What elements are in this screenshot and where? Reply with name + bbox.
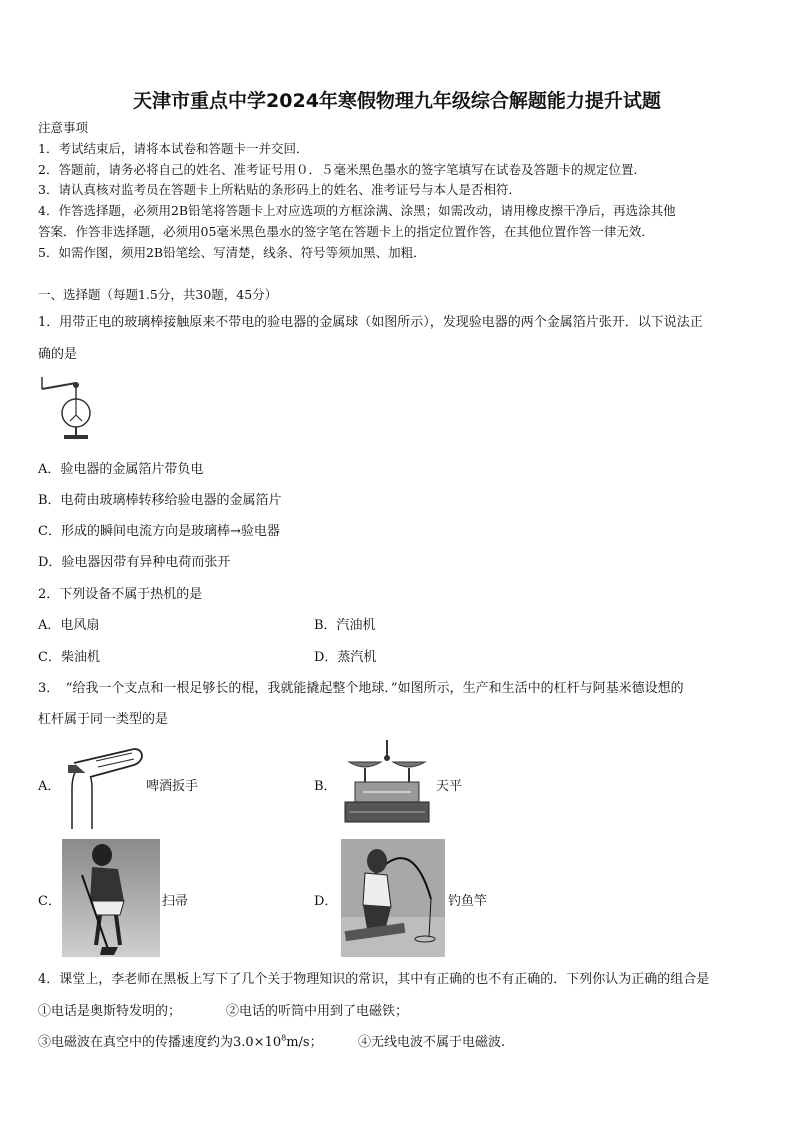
option-b-label: 天平 bbox=[436, 779, 463, 794]
option-d-label: 钓鱼竿 bbox=[448, 894, 488, 909]
fishing-rod-figure bbox=[341, 839, 445, 957]
option-c-letter: C． bbox=[38, 894, 61, 909]
electroscope-figure bbox=[38, 375, 94, 443]
question-2-stem: 2．下列设备不属于热机的是 bbox=[38, 587, 203, 602]
bottle-opener-figure bbox=[60, 743, 144, 829]
statement-2: ②电话的听筒中用到了电磁铁； bbox=[226, 1004, 409, 1019]
balance-figure bbox=[341, 738, 433, 828]
notice-item: 2．答题前，请务必将自己的姓名、准考证号用０．５毫米黑色墨水的签字笔填写在试卷及答题卡的规定位置． bbox=[38, 162, 646, 177]
statement-1: ①电话是奥斯特发明的； bbox=[38, 1004, 182, 1019]
option-c-label: 扫帚 bbox=[162, 894, 189, 909]
question-1-stem-cont: 确的是 bbox=[38, 347, 78, 362]
notice-item: 3．请认真核对监考员在答题卡上所粘贴的条形码上的姓名、准考证号与本人是否相符． bbox=[38, 182, 521, 197]
question-4-stem: 4．课堂上，李老师在黑板上写下了几个关于物理知识的常识，其中有正确的也不有正确的．下列你认为正确的组合是 bbox=[38, 972, 710, 987]
statement-3: ③电磁波在真空中的传播速度约为$3.0\times 10^8m/s$； bbox=[38, 1033, 323, 1050]
statement-4: ④无线电波不属于电磁波. bbox=[358, 1035, 506, 1050]
option-b-letter: B． bbox=[314, 779, 337, 794]
option-a-letter: A． bbox=[38, 779, 61, 794]
option-c: C．形成的瞬间电流方向是玻璃棒→验电器 bbox=[38, 524, 280, 539]
section-heading: 一、选择题（每题1.5分，共30题，45分） bbox=[38, 287, 278, 302]
option-b: B．电荷由玻璃棒转移给验电器的金属箔片 bbox=[38, 493, 282, 508]
option-c: C．柴油机 bbox=[38, 650, 100, 665]
option-d: D．验电器因带有异种电荷而张开 bbox=[38, 555, 231, 570]
question-1-stem: 1．用带正电的玻璃棒接触原来不带电的验电器的金属球（如图所示），发现验电器的两个金属箔片张开．以下说法正 bbox=[38, 315, 703, 330]
option-a-label: 啤酒扳手 bbox=[146, 779, 199, 794]
notice-item: 1．考试结束后，请将本试卷和答题卡一并交回． bbox=[38, 141, 309, 156]
page-title: 天津市重点中学2024年寒假物理九年级综合解题能力提升试题 bbox=[133, 90, 661, 112]
broom-figure bbox=[62, 839, 160, 957]
notice-heading: 注意事项 bbox=[38, 120, 89, 135]
option-d: D．蒸汽机 bbox=[314, 650, 377, 665]
option-a: A．验电器的金属箔片带负电 bbox=[38, 462, 204, 477]
notice-item: 答案．作答非选择题，必须用05毫米黑色墨水的签字笔在答题卡上的指定位置作答，在其他位置作答一律无效． bbox=[38, 224, 654, 239]
option-a: A．电风扇 bbox=[38, 618, 100, 633]
notice-item: 4．作答选择题，必须用2B铅笔将答题卡上对应选项的方框涂满、涂黑；如需改动，请用橡皮擦干净后，再选涂其他 bbox=[38, 203, 676, 218]
option-b: B．汽油机 bbox=[314, 618, 376, 633]
option-d-letter: D． bbox=[314, 894, 338, 909]
question-3-stem-cont: 杠杆属于同一类型的是 bbox=[38, 712, 169, 727]
question-3-stem: 3． “给我一个支点和一根足够长的棍，我就能撬起整个地球．”如图所示，生产和生活中的杠杆与阿基米德设想的 bbox=[38, 681, 684, 696]
notice-item: 5．如需作图，须用2B铅笔绘、写清楚，线条、符号等须加黑、加粗． bbox=[38, 245, 426, 260]
